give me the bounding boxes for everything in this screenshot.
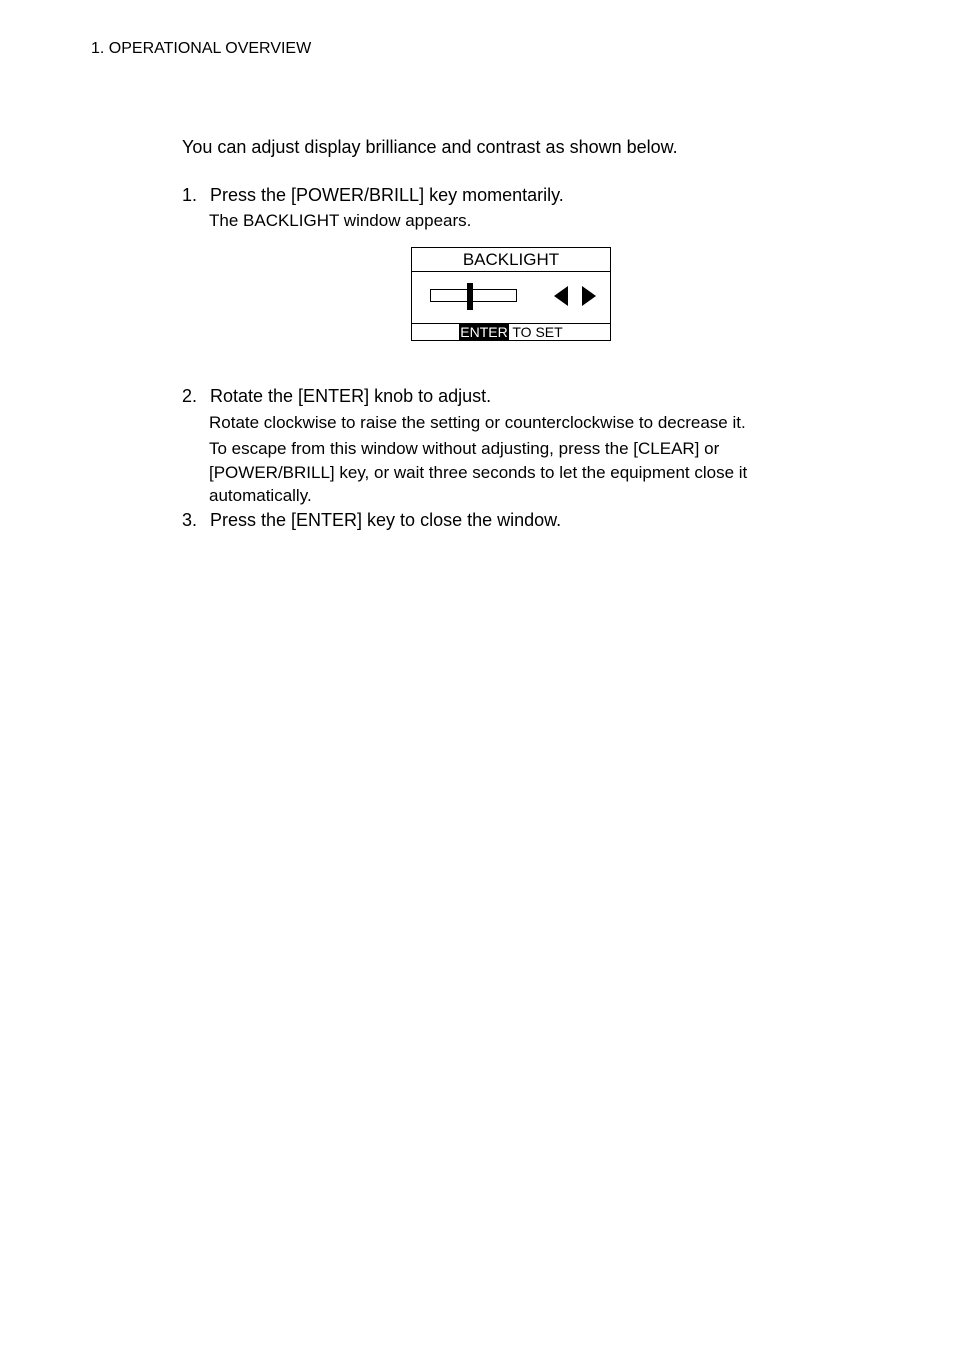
intro-paragraph: You can adjust display brilliance and contrast as shown below. [182, 137, 678, 157]
step-2-note-1: Rotate clockwise to raise the setting or counterclockwise to decrease it. [209, 413, 746, 432]
backlight-window-title: BACKLIGHT [412, 248, 610, 272]
backlight-level-bar [430, 289, 517, 302]
step-text: Press the [ENTER] key to close the window. [210, 510, 562, 530]
step-text: Press the [POWER/BRILL] key momentarily. [210, 185, 564, 205]
step-text: Rotate the [ENTER] knob to adjust. [210, 386, 492, 406]
backlight-window-footer [412, 323, 610, 341]
adjust-arrows [554, 286, 598, 306]
enter-key-label: ENTER [460, 324, 508, 340]
running-header: 1. OPERATIONAL OVERVIEW [91, 40, 312, 57]
arrow-left-icon [554, 286, 568, 306]
step-number: 2. [182, 386, 198, 406]
step-3 [182, 509, 561, 531]
step-2 [182, 385, 491, 407]
arrow-right-icon [582, 286, 596, 306]
step-1 [182, 184, 564, 206]
backlight-window [411, 247, 611, 341]
footer-instruction: TO SET [508, 324, 563, 340]
step-1-note: The BACKLIGHT window appears. [209, 211, 472, 230]
step-number: 3. [182, 510, 198, 530]
step-2-note-2: To escape from this window without adjusting, press the [CLEAR] or [POWER/BRILL] key, or wait three seconds to let the equipment close it automatically. [209, 439, 748, 505]
step-number: 1. [182, 185, 198, 205]
backlight-level-indicator [467, 283, 473, 310]
